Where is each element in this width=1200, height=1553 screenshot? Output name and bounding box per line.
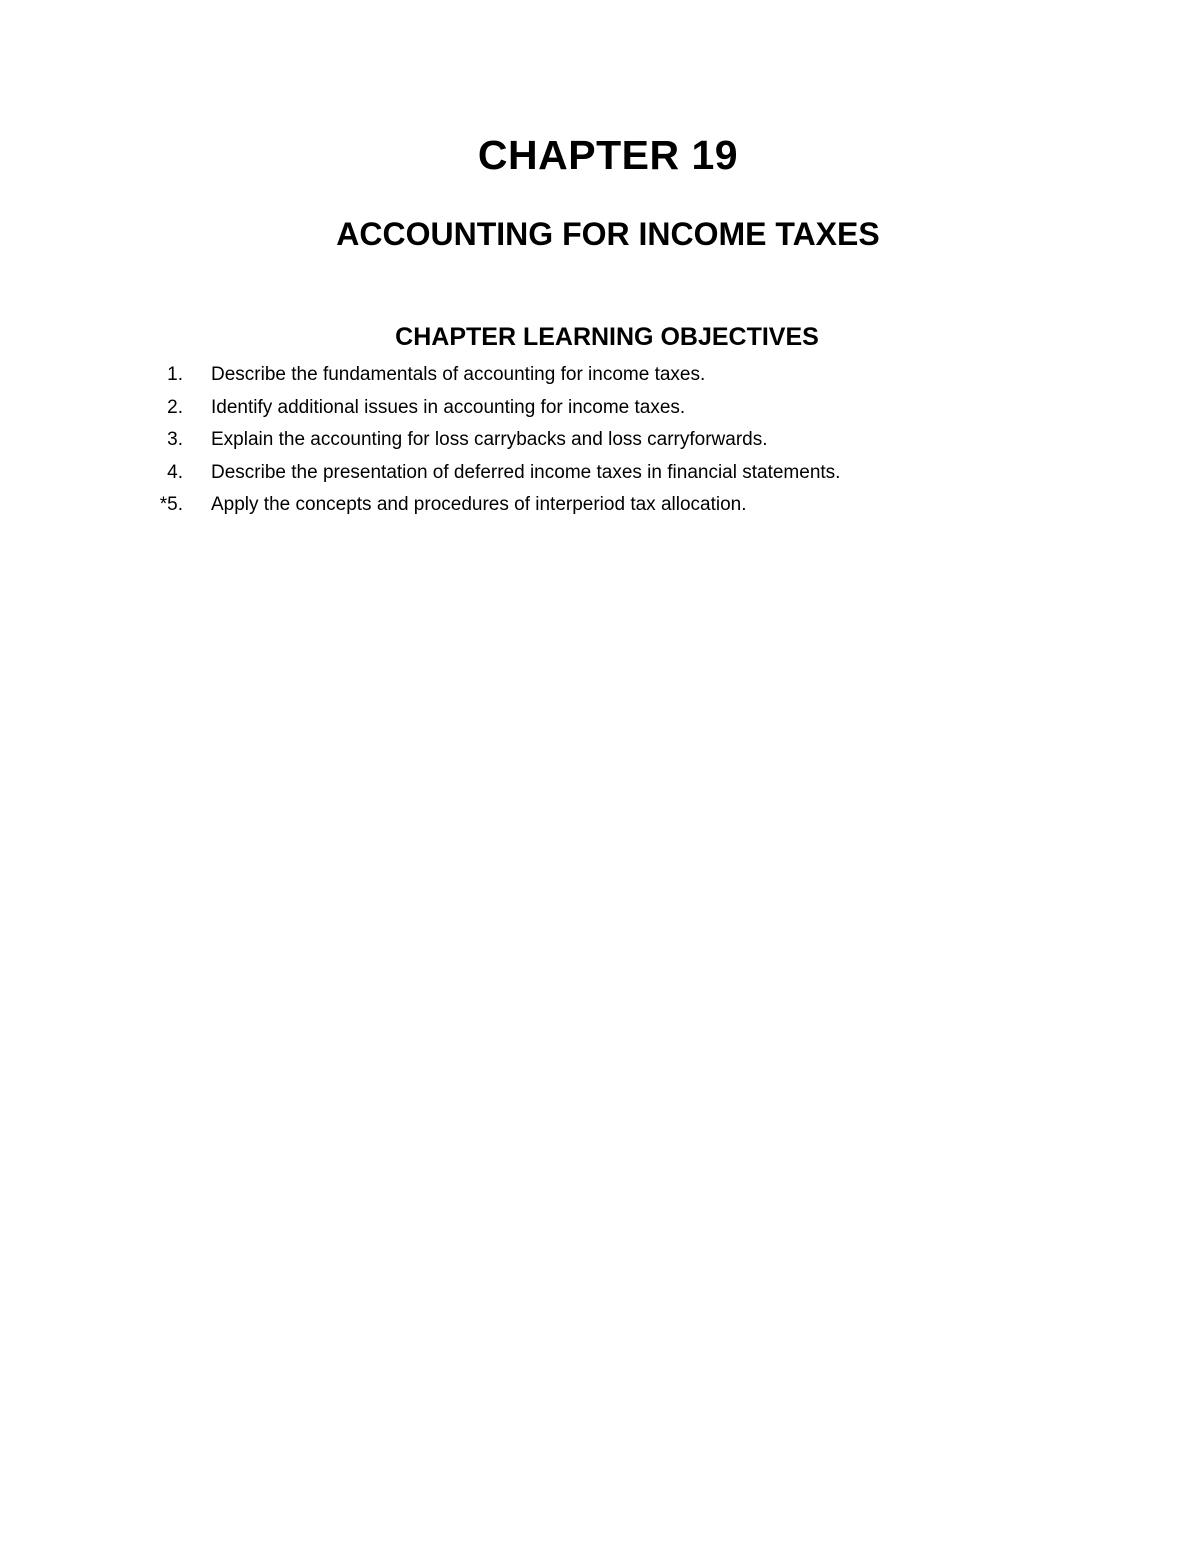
learning-objective-item (150, 360, 1050, 393)
chapter-number: CHAPTER 19 (477, 132, 739, 178)
learning-objective-item (150, 425, 1050, 458)
objective-text: Describe the presentation of deferred income taxes in financial statements. (211, 461, 841, 483)
learning-objectives-heading: CHAPTER LEARNING OBJECTIVES (395, 323, 819, 351)
objective-text: Explain the accounting for loss carrybacks and loss carryforwards. (211, 429, 768, 450)
objective-number: 1. (167, 364, 183, 385)
learning-objective-item (150, 393, 1050, 426)
objective-text: Identify additional issues in accounting for income taxes. (211, 396, 686, 418)
objective-text: Describe the fundamentals of accounting for income taxes. (211, 364, 706, 385)
objective-text: Apply the concepts and procedures of interperiod tax allocation. (211, 494, 747, 515)
learning-objective-item (150, 490, 1050, 523)
objective-number: *5. (159, 494, 183, 515)
objective-number: 2. (167, 396, 183, 418)
objective-number: 4. (167, 461, 183, 483)
objective-number: 3. (167, 429, 183, 450)
learning-objectives-list (150, 360, 1050, 523)
chapter-title: ACCOUNTING FOR INCOME TAXES (336, 216, 880, 252)
learning-objective-item (150, 458, 1050, 491)
